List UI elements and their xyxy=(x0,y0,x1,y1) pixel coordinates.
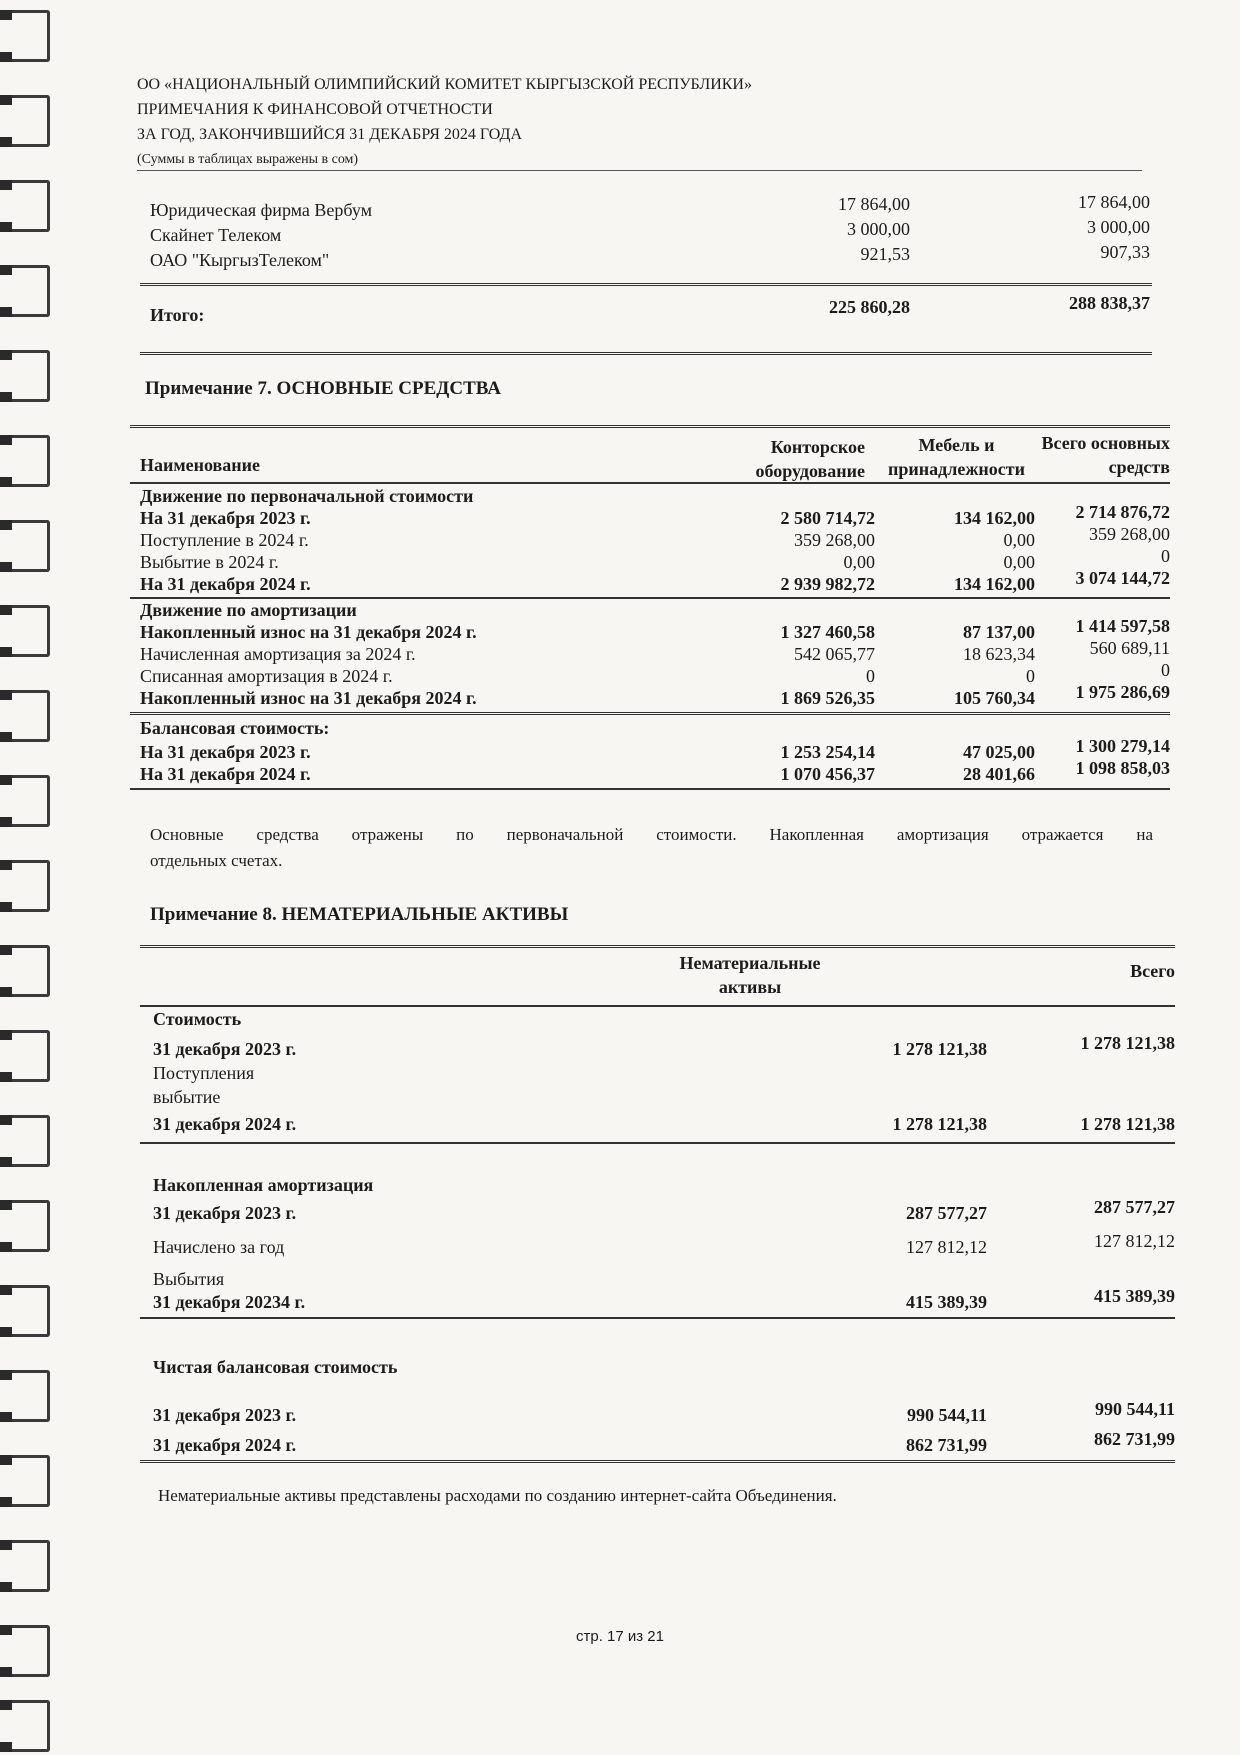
binding-ring xyxy=(6,1370,50,1422)
note8-title: Примечание 8. НЕМАТЕРИАЛЬНЫЕ АКТИВЫ xyxy=(150,904,569,925)
value-2023: 17 864,00 xyxy=(1078,192,1150,212)
table-row xyxy=(153,1173,1175,1197)
col-header-total xyxy=(1042,431,1171,479)
cell-total: 1 098 858,03 xyxy=(1075,758,1170,778)
cell-office: 1 253 254,14 xyxy=(780,742,875,762)
cell-office: 1 327 460,58 xyxy=(780,622,875,642)
cell-total: 1 278 121,38 xyxy=(1080,1114,1175,1134)
row-label: Юридическая фирма Вербум xyxy=(150,200,373,220)
table-row xyxy=(140,502,1170,529)
binding-ring xyxy=(6,1030,50,1082)
header-line: Конторское xyxy=(770,437,865,457)
col-header-name: Наименование xyxy=(140,455,260,475)
table-divider xyxy=(140,283,1152,288)
table-row xyxy=(140,568,1170,595)
document-header xyxy=(137,72,752,172)
cell-furniture: 134 162,00 xyxy=(954,574,1035,594)
table-row xyxy=(140,758,1170,785)
binding-ring xyxy=(6,1200,50,1252)
cell-furniture: 105 760,34 xyxy=(954,688,1035,708)
cell-total: 415 389,39 xyxy=(1094,1286,1175,1306)
cell-total: 1 278 121,38 xyxy=(1080,1033,1175,1053)
binding-ring xyxy=(6,95,50,147)
cell-total: 560 689,11 xyxy=(1089,638,1170,658)
row-label: На 31 декабря 2023 г. xyxy=(140,742,311,762)
table-row xyxy=(140,736,1170,763)
binding-ring xyxy=(6,945,50,997)
cell-furniture: 28 401,66 xyxy=(963,764,1035,784)
row-label: 31 декабря 2024 г. xyxy=(153,1114,297,1134)
binding-ring xyxy=(6,265,50,317)
binding-ring xyxy=(6,1540,50,1592)
row-label: На 31 декабря 2023 г. xyxy=(140,508,311,528)
cell-intangible: 1 278 121,38 xyxy=(892,1039,987,1059)
cell-office: 1 869 526,35 xyxy=(780,688,875,708)
table-header xyxy=(130,433,1170,485)
header-line: принадлежности xyxy=(888,459,1025,479)
table-row xyxy=(153,1033,1175,1061)
table-divider xyxy=(140,1317,1175,1319)
row-label: На 31 декабря 2024 г. xyxy=(140,574,311,594)
row-label: Поступления xyxy=(153,1063,255,1083)
cell-intangible: 415 389,39 xyxy=(906,1292,987,1312)
table-row xyxy=(153,1112,1175,1136)
cell-total: 862 731,99 xyxy=(1094,1429,1175,1449)
table-row xyxy=(153,1429,1175,1457)
cell-office: 2 939 982,72 xyxy=(780,574,875,594)
table-divider xyxy=(130,425,1170,430)
doc-units: (Суммы в таблицах выражены в сом) xyxy=(137,152,359,167)
binding-ring xyxy=(6,520,50,572)
cell-office: 2 580 714,72 xyxy=(780,508,875,528)
row-label: Поступление в 2024 г. xyxy=(140,530,309,550)
binding-ring xyxy=(6,690,50,742)
row-label: 31 декабря 2023 г. xyxy=(153,1039,297,1059)
row-label: 31 декабря 2023 г. xyxy=(153,1405,297,1425)
cell-total: 1 414 597,58 xyxy=(1075,616,1170,636)
row-label: выбытие xyxy=(153,1087,221,1107)
value-2024: 17 864,00 xyxy=(838,194,910,214)
row-label: Начислено за год xyxy=(153,1237,285,1257)
page-number: стр. 17 из 21 xyxy=(575,1628,664,1645)
binding-ring xyxy=(6,180,50,232)
note8-paragraph: Нематериальные активы представлены расходами по созданию интернет-сайта Объединения. xyxy=(158,1486,837,1505)
cell-intangible: 127 812,12 xyxy=(906,1237,987,1257)
row-label: На 31 декабря 2024 г. xyxy=(140,764,311,784)
cell-office: 0,00 xyxy=(843,552,875,572)
table-row xyxy=(140,682,1170,709)
value-2024: 3 000,00 xyxy=(847,219,910,239)
header-line: Мебель и xyxy=(918,435,995,455)
total-label: Итого: xyxy=(150,305,205,325)
table-row xyxy=(153,1061,1175,1085)
table-row xyxy=(140,599,1170,621)
cell-furniture: 87 137,00 xyxy=(963,622,1035,642)
table-row xyxy=(150,242,1150,275)
table-row xyxy=(153,1267,1175,1291)
note7-title: Примечание 7. ОСНОВНЫЕ СРЕДСТВА xyxy=(145,378,501,399)
spiral-binding xyxy=(0,0,60,1755)
total-row xyxy=(150,293,1150,326)
table-row xyxy=(153,1355,1175,1379)
cell-total: 1 975 286,69 xyxy=(1075,682,1170,702)
doc-period: ЗА ГОД, ЗАКОНЧИВШИЙСЯ 31 ДЕКАБРЯ 2024 ГОДА xyxy=(137,126,523,143)
value-2024: 921,53 xyxy=(860,244,910,264)
cell-intangible: 1 278 121,38 xyxy=(892,1114,987,1134)
binding-ring xyxy=(6,435,50,487)
cell-total: 3 074 144,72 xyxy=(1075,568,1170,588)
cell-office: 0 xyxy=(866,666,875,686)
cell-office: 1 070 456,37 xyxy=(780,764,875,784)
row-label: Чистая балансовая стоимость xyxy=(153,1357,398,1377)
binding-ring xyxy=(6,1115,50,1167)
row-label: Накопленный износ на 31 декабря 2024 г. xyxy=(140,688,477,708)
row-label: Скайнет Телеком xyxy=(150,225,282,245)
header-line: активы xyxy=(718,977,782,997)
binding-ring xyxy=(6,775,50,827)
cell-intangible: 862 731,99 xyxy=(906,1435,987,1455)
table-divider xyxy=(140,352,1152,357)
table-row xyxy=(150,192,1150,225)
table-row xyxy=(140,660,1170,687)
value-2023: 907,33 xyxy=(1100,242,1150,262)
binding-ring xyxy=(6,350,50,402)
row-label: Движение по амортизации xyxy=(140,600,357,620)
cell-office: 359 268,00 xyxy=(794,530,875,550)
cell-intangible: 287 577,27 xyxy=(906,1203,987,1223)
value-2023: 3 000,00 xyxy=(1087,217,1150,237)
cell-furniture: 47 025,00 xyxy=(963,742,1035,762)
table-row xyxy=(153,1085,1175,1109)
binding-ring xyxy=(6,1700,50,1752)
table-row xyxy=(153,1231,1175,1259)
row-label: Выбытия xyxy=(153,1269,225,1289)
cell-total: 359 268,00 xyxy=(1089,524,1170,544)
col-header-office-equipment xyxy=(755,435,865,483)
binding-ring xyxy=(6,1455,50,1507)
col-header-furniture xyxy=(888,433,1025,481)
counterparty-table xyxy=(150,192,1150,275)
paragraph-line: отдельных счетах. xyxy=(150,851,283,870)
col-header-intangible xyxy=(660,951,840,999)
cell-total: 127 812,12 xyxy=(1094,1231,1175,1251)
cell-furniture: 0 xyxy=(1026,666,1035,686)
table-divider xyxy=(140,1142,1175,1144)
binding-ring xyxy=(6,1285,50,1337)
table-divider xyxy=(130,482,1170,484)
table-row xyxy=(140,638,1170,665)
cell-office: 542 065,77 xyxy=(794,644,875,664)
table-row xyxy=(140,546,1170,573)
table-divider xyxy=(140,1460,1175,1465)
row-label: Накопленная амортизация xyxy=(153,1175,374,1195)
doc-title: ПРИМЕЧАНИЯ К ФИНАНСОВОЙ ОТЧЕТНОСТИ xyxy=(137,101,493,118)
cell-total: 1 300 279,14 xyxy=(1075,736,1170,756)
row-label: Списанная амортизация в 2024 г. xyxy=(140,666,393,686)
cell-furniture: 18 623,34 xyxy=(963,644,1035,664)
table-divider xyxy=(140,945,1175,950)
row-label: Балансовая стоимость: xyxy=(140,718,330,738)
cell-total: 990 544,11 xyxy=(1094,1399,1175,1419)
paragraph-line: Основные средства отражены по первоначальной стоимости. Накопленная амортизация отражается на xyxy=(150,825,1153,844)
cell-intangible: 990 544,11 xyxy=(906,1405,987,1425)
cell-furniture: 0,00 xyxy=(1003,530,1035,550)
binding-ring xyxy=(6,10,50,62)
row-label: 31 декабря 2023 г. xyxy=(153,1203,297,1223)
table-row xyxy=(150,217,1150,250)
table-row xyxy=(153,1197,1175,1225)
note7-paragraph xyxy=(150,822,1153,874)
row-label: Начисленная амортизация за 2024 г. xyxy=(140,644,416,664)
cell-furniture: 134 162,00 xyxy=(954,508,1035,528)
row-label: 31 декабря 2024 г. xyxy=(153,1435,297,1455)
col-header-total: Всего xyxy=(1130,961,1175,981)
row-label: Стоимость xyxy=(153,1009,242,1029)
table-row xyxy=(140,616,1170,643)
header-line: Нематериальные xyxy=(679,953,821,973)
cell-total: 287 577,27 xyxy=(1094,1197,1175,1217)
binding-ring xyxy=(6,860,50,912)
row-label: 31 декабря 20234 г. xyxy=(153,1292,306,1312)
binding-ring xyxy=(6,605,50,657)
header-divider xyxy=(137,170,1142,171)
cell-total: 0 xyxy=(1161,660,1170,680)
header-line: Всего основных xyxy=(1041,433,1170,453)
total-2024: 225 860,28 xyxy=(829,297,910,317)
cell-furniture: 0,00 xyxy=(1003,552,1035,572)
total-2023: 288 838,37 xyxy=(1069,293,1150,313)
table-row xyxy=(140,485,1170,507)
org-name: ОО «НАЦИОНАЛЬНЫЙ ОЛИМПИЙСКИЙ КОМИТЕТ КЫРГЫЗСКОЙ РЕСПУБЛИКИ» xyxy=(137,76,752,93)
table-row xyxy=(140,717,1170,739)
table-row xyxy=(140,524,1170,551)
row-label: ОАО "КыргызТелеком" xyxy=(150,250,330,270)
header-line: оборудование xyxy=(755,461,865,481)
row-label: Движение по первоначальной стоимости xyxy=(140,486,474,506)
table-divider xyxy=(130,788,1170,790)
table-row xyxy=(153,1286,1175,1314)
table-row xyxy=(153,1399,1175,1427)
cell-total: 2 714 876,72 xyxy=(1075,502,1170,522)
header-line: средств xyxy=(1108,457,1170,477)
cell-total: 0 xyxy=(1161,546,1170,566)
row-label: Выбытие в 2024 г. xyxy=(140,552,279,572)
row-label: Накопленный износ на 31 декабря 2024 г. xyxy=(140,622,477,642)
table-row xyxy=(153,1007,1175,1031)
